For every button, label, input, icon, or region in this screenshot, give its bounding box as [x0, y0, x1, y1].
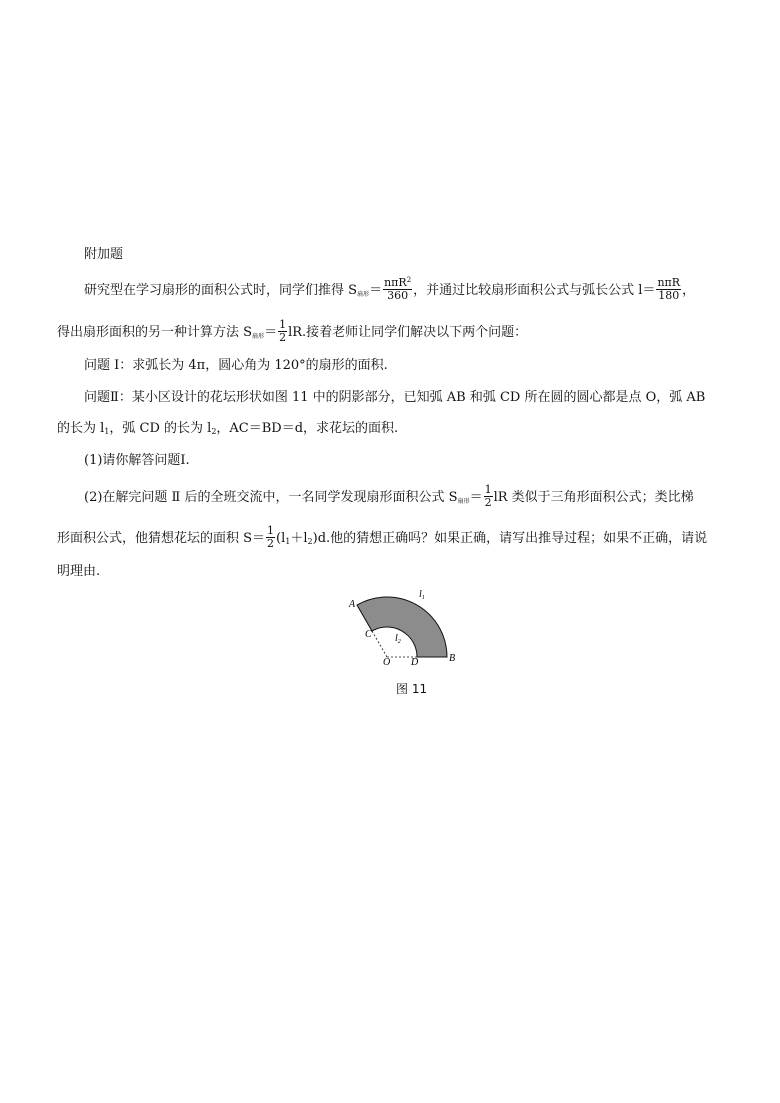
- radius-oc-dashed: [372, 631, 387, 657]
- fraction-arc-length: $\frac{\text{nπR}}{180}$: [657, 276, 681, 302]
- fraction-half: $\frac{1}{2}$: [279, 318, 287, 344]
- label-o: O: [383, 657, 391, 667]
- ask-2-line2: 形面积公式，他猜想花坛的面积 S＝ $\frac{1}{2}$ (l1＋l2)d.他的猜想正确吗？如果正确，请写出推导过程；如果不正确，请说: [57, 524, 708, 550]
- label-l2: $l_2$: [395, 633, 401, 645]
- question-1: 问题 Ⅰ：求弧长为 4π，圆心角为 120°的扇形的面积.: [84, 358, 388, 373]
- fraction-sector-area: $\frac{n\pi R^2}{360}$: [384, 276, 412, 302]
- label-c: C: [365, 629, 372, 640]
- question-2-line1: 问题Ⅱ：某小区设计的花坛形状如图 11 中的阴影部分，已知弧 AB 和弧 CD 所在圆的圆心都是点 O，弧 AB: [84, 390, 706, 405]
- label-l1: $l_1$: [419, 589, 425, 601]
- label-d: D: [411, 657, 419, 667]
- figure-caption: 图 11: [396, 682, 428, 696]
- ask-2-line3: 明理由.: [57, 564, 101, 579]
- paragraph-intro-line2: 得出扇形面积的另一种计算方法 $S_{扇形}=$ $\frac{1}{2}$ lR.接着老师让同学们解决以下两个问题：: [57, 318, 528, 344]
- ask-2-line1: (2)在解完问题 Ⅱ 后的全班交流中，一名同学发现扇形面积公式 $S_{扇形}=$ $\frac{1}{2}$ lR 类似于三角形面积公式；类比梯: [84, 483, 694, 509]
- label-a: A: [349, 599, 356, 610]
- shaded-ring-sector: [357, 597, 447, 657]
- ask-1: (1)请你解答问题Ⅰ.: [84, 453, 190, 468]
- paragraph-intro-line1: 研究型在学习扇形的面积公式时，同学们推得 $S_{扇形}=$ $\frac{n\pi R^2}{360}$ ，并通过比较扇形面积公式与弧长公式 l＝ $\frac{\text{nπR}}{180}$ ，: [84, 276, 696, 302]
- fraction-half-3: $\frac{1}{2}$: [267, 524, 275, 550]
- figure-11-flower-bed: [345, 585, 465, 667]
- question-2-line2: 的长为 l1，弧 CD 的长为 l2，AC＝BD＝d，求花坛的面积.: [57, 421, 399, 436]
- section-title: 附加题: [84, 247, 124, 262]
- fraction-half-2: $\frac{1}{2}$: [484, 483, 492, 509]
- label-b: B: [449, 653, 456, 664]
